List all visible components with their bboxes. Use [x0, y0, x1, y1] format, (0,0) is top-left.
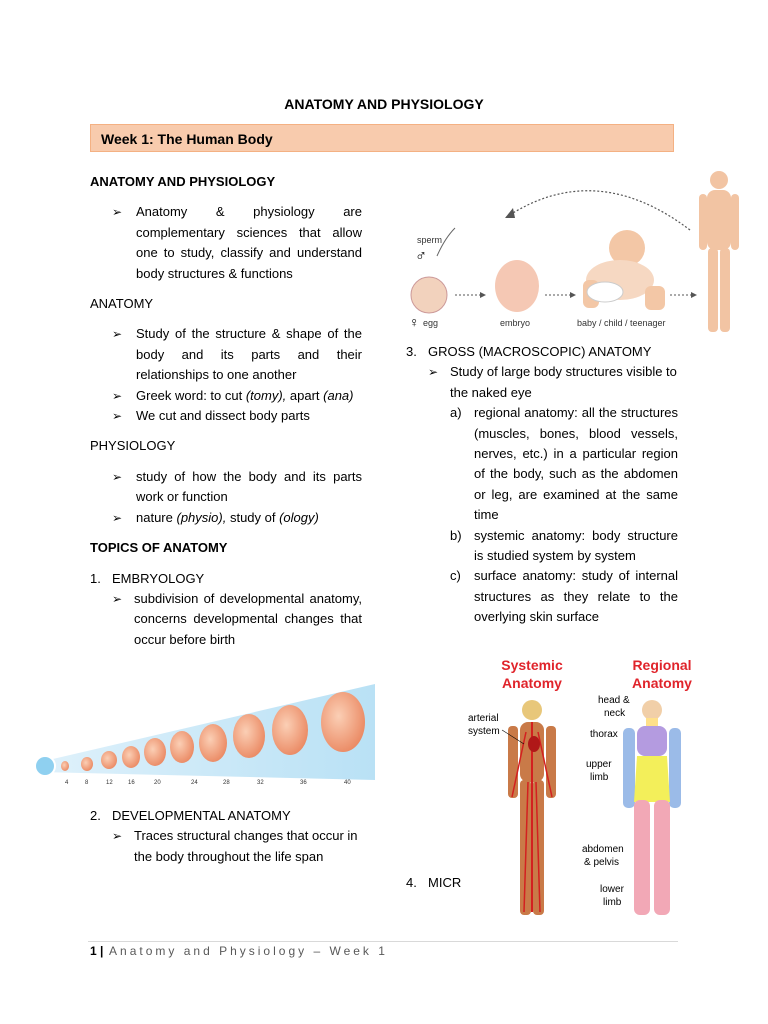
svg-text:sperm: sperm: [417, 235, 443, 245]
bullet-item: ➢ nature (physio), study of (ology): [90, 508, 362, 528]
svg-text:24: 24: [191, 780, 198, 786]
page-footer: [90, 944, 388, 958]
life-cycle-figure: [405, 168, 750, 340]
numbered-item-4: 4. MICR: [406, 875, 462, 890]
svg-text:20: 20: [154, 780, 161, 786]
embryo-development-figure: [30, 680, 375, 790]
section-heading-physiology: PHYSIOLOGY: [90, 438, 176, 454]
svg-text:arterial: arterial: [468, 713, 499, 724]
svg-text:12: 12: [106, 780, 113, 786]
arrow-bullet-icon: ➢: [112, 205, 123, 220]
arrow-bullet-icon: ➢: [112, 327, 123, 342]
page-title: ANATOMY AND PHYSIOLOGY: [284, 96, 484, 112]
bullet-item: ➢ Anatomy & physiology are complementary sciences that allow one to study, classify and understand body structures & functions: [90, 202, 362, 284]
arrow-bullet-icon: ➢: [112, 510, 123, 525]
section-heading-anatomy-physiology: ANATOMY AND PHYSIOLOGY: [90, 174, 276, 189]
svg-text:egg: egg: [423, 318, 439, 328]
sub-bullet-item: ➢ subdivision of developmental anatomy, concerns developmental changes that occur before birth: [90, 589, 362, 650]
svg-text:& pelvis: & pelvis: [584, 857, 620, 868]
bullet-item: ➢ Study of the structure & shape of the body and its parts and their relationships to one another: [90, 324, 362, 385]
svg-text:4: 4: [65, 780, 69, 786]
female-symbol-icon: ♀: [409, 314, 420, 330]
svg-text:40: 40: [344, 780, 351, 786]
svg-text:system: system: [468, 726, 500, 737]
svg-text:16: 16: [128, 780, 135, 786]
footer-text: Anatomy and Physiology – Week 1: [103, 944, 388, 958]
sub-bullet-item: ➢ Traces structural changes that occur in the body throughout the life span: [90, 826, 362, 867]
page-number: 1 |: [90, 944, 104, 958]
svg-text:Regional: Regional: [632, 657, 692, 673]
ovum-icon: [35, 756, 55, 776]
systemic-regional-anatomy-figure: [462, 652, 702, 930]
arrow-bullet-icon: ➢: [112, 829, 123, 844]
bullet-item: ➢ Greek word: to cut (tomy), apart (ana): [90, 386, 362, 406]
svg-text:8: 8: [85, 780, 89, 786]
svg-text:abdomen: abdomen: [582, 844, 624, 855]
baby-icon: [583, 230, 665, 310]
sub-bullet-item: ➢ Study of large body structures visible to the naked eye: [406, 362, 678, 403]
egg-icon: [411, 277, 447, 313]
adult-figure-icon: [699, 171, 739, 332]
lettered-item-b: b) systemic anatomy: body structure is studied system by system: [450, 527, 678, 564]
svg-text:neck: neck: [604, 708, 626, 719]
arrow-bullet-icon: ➢: [112, 388, 123, 403]
lettered-item-a: a) regional anatomy: all the structures (muscles, bones, blood vessels, nerves, etc.) in a particular region of the body, such as the abdomen or leg, are examined at the same time: [450, 405, 678, 523]
embryo-icon: [495, 260, 539, 312]
bullet-item: ➢ study of how the body and its parts work or function: [90, 467, 362, 508]
week-banner: [90, 124, 674, 152]
section-heading-topics: TOPICS OF ANATOMY: [90, 540, 228, 556]
right-column: [406, 342, 678, 628]
male-symbol-icon: ♂: [415, 248, 427, 265]
svg-text:thorax: thorax: [590, 729, 618, 740]
svg-text:embryo: embryo: [500, 318, 531, 328]
svg-text:Systemic: Systemic: [501, 657, 563, 673]
week-banner-text: Week 1: The Human Body: [101, 131, 273, 147]
svg-text:limb: limb: [590, 772, 609, 783]
svg-text:Anatomy: Anatomy: [502, 675, 562, 691]
bullet-item: ➢ We cut and dissect body parts: [90, 406, 362, 426]
svg-text:upper: upper: [586, 759, 612, 770]
svg-text:lower: lower: [600, 884, 624, 895]
section-heading-anatomy: ANATOMY: [90, 296, 154, 312]
left-column-lower: [90, 806, 362, 867]
svg-text:32: 32: [257, 780, 264, 786]
lettered-item-c: c) surface anatomy: study of internal structures as they relate to the overlying skin surface: [450, 568, 678, 625]
footer-divider: [88, 941, 678, 942]
numbered-item: 3. GROSS (MACROSCOPIC) ANATOMY: [406, 344, 652, 359]
arrow-bullet-icon: ➢: [112, 409, 123, 424]
numbered-item: 2. DEVELOPMENTAL ANATOMY: [90, 808, 291, 823]
numbered-item: 1. EMBRYOLOGY: [90, 570, 205, 586]
svg-text:head &: head &: [598, 695, 630, 706]
arrow-bullet-icon: ➢: [428, 365, 439, 380]
arrow-bullet-icon: ➢: [112, 469, 123, 484]
left-column: [90, 172, 362, 650]
svg-text:36: 36: [300, 780, 307, 786]
svg-text:28: 28: [223, 780, 230, 786]
arrow-bullet-icon: ➢: [112, 591, 123, 606]
svg-text:Anatomy: Anatomy: [632, 675, 692, 691]
svg-text:limb: limb: [603, 897, 622, 908]
svg-text:baby / child / teenager: baby / child / teenager: [577, 318, 666, 328]
